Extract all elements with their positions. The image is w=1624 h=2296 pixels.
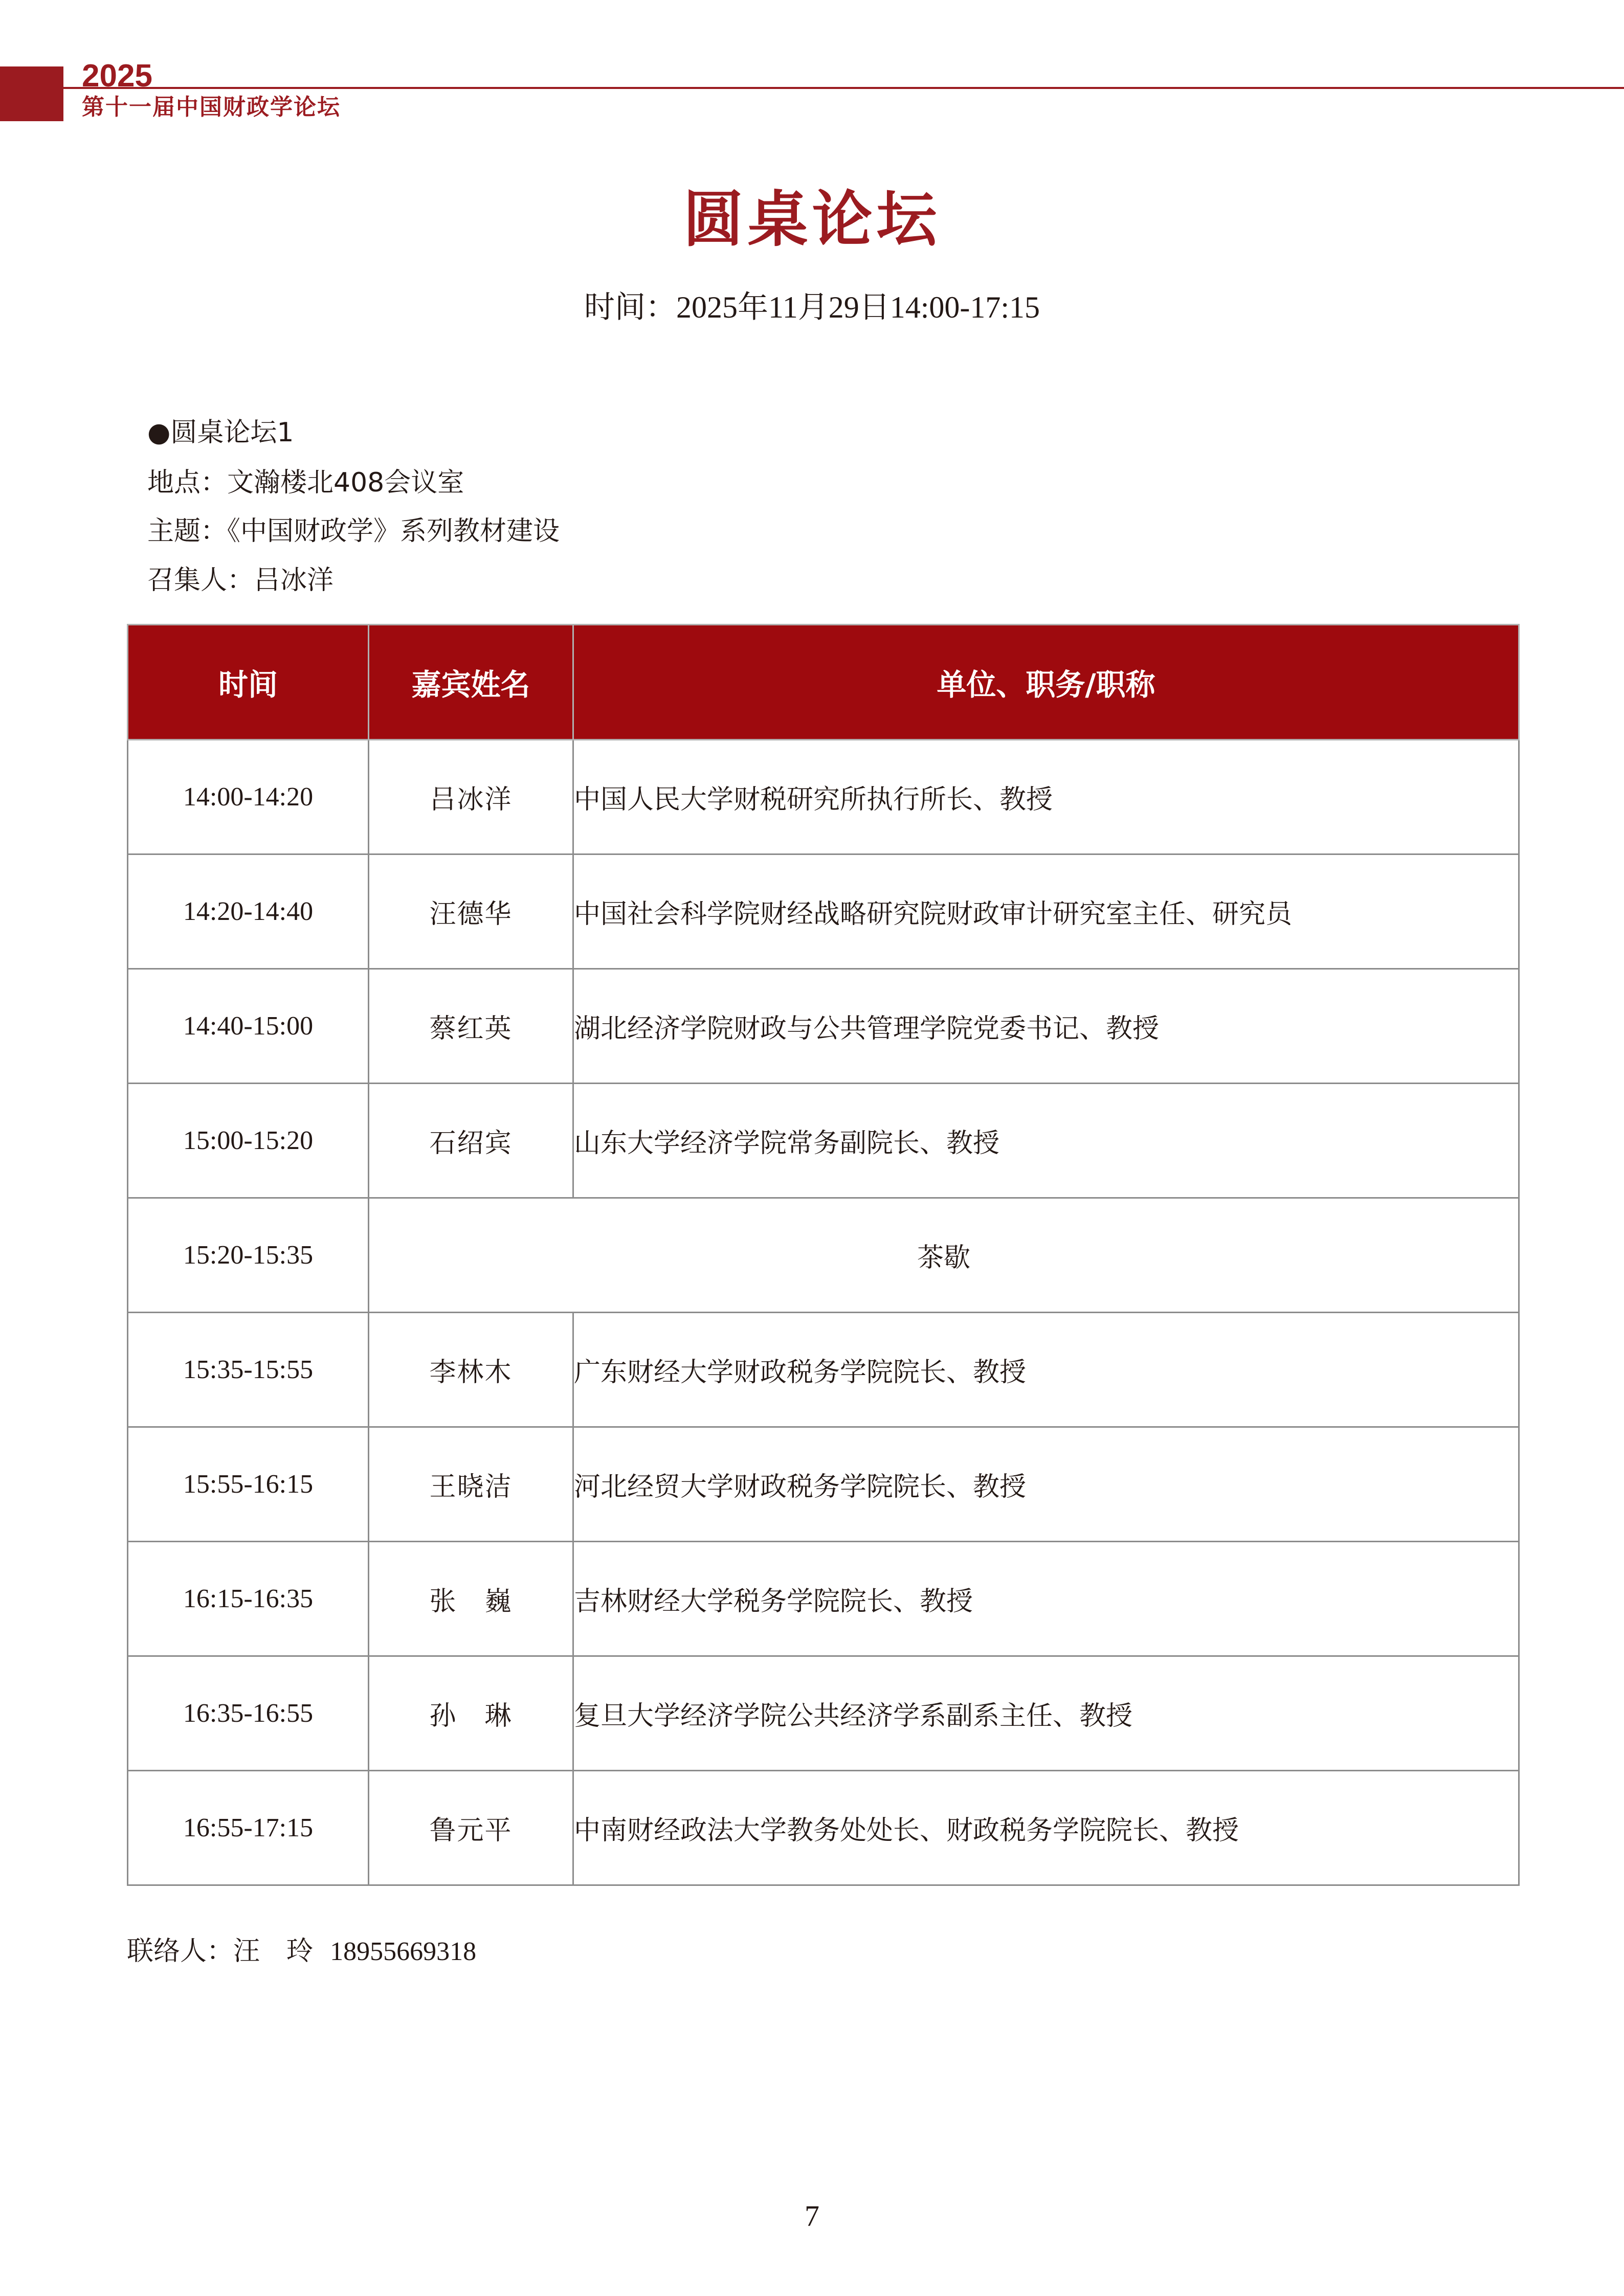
event-time-label: 时间：: [584, 289, 676, 325]
header-rule: [63, 87, 1624, 89]
table-row: [128, 1313, 1519, 1427]
table-row: [128, 969, 1519, 1084]
cell-time: 16:35-16:55: [128, 1656, 369, 1771]
cell-break: 茶歇: [369, 1198, 1519, 1313]
header-guest-name: 嘉宾姓名: [369, 625, 573, 740]
cell-time: 15:20-15:35: [128, 1198, 369, 1313]
table-row: [128, 1771, 1519, 1885]
table-row: [128, 1084, 1519, 1198]
page-title: 圆桌论坛: [683, 184, 941, 255]
cell-time: 16:15-16:35: [128, 1542, 369, 1656]
cell-unit-title: 广东财经大学财政税务学院院长、教授: [573, 1313, 1519, 1427]
cell-unit-title: 中国社会科学院财经战略研究院财政审计研究室主任、研究员: [573, 854, 1519, 969]
convener-value: 吕冰洋: [254, 565, 334, 596]
cell-unit-title: 山东大学经济学院常务副院长、教授: [573, 1084, 1519, 1198]
table-row: [128, 740, 1519, 854]
cell-time: 15:55-16:15: [128, 1427, 369, 1542]
location-label: 地点：: [147, 467, 228, 498]
page-number: 7: [805, 2199, 819, 2233]
session-name: ●圆桌论坛1: [147, 417, 294, 448]
cell-guest-name: 吕冰洋: [369, 740, 573, 854]
cell-guest-name: 蔡红英: [369, 969, 573, 1084]
table-row: [128, 1542, 1519, 1656]
cell-guest-name: 李林木: [369, 1313, 573, 1427]
cell-unit-title: 河北经贸大学财政税务学院院长、教授: [573, 1427, 1519, 1542]
contact-label: 联络人：: [127, 1936, 234, 1967]
session-convener: [147, 565, 333, 596]
cell-time: 14:20-14:40: [128, 854, 369, 969]
schedule-body: [128, 740, 1519, 1885]
cell-guest-name: 张 巍: [369, 1542, 573, 1656]
cell-time: 15:00-15:20: [128, 1084, 369, 1198]
cell-time: 14:00-14:20: [128, 740, 369, 854]
event-time-value: 2025年11月29日14:00-17:15: [676, 290, 1040, 324]
cell-guest-name: 石绍宾: [369, 1084, 573, 1198]
cell-unit-title: 湖北经济学院财政与公共管理学院党委书记、教授: [573, 969, 1519, 1084]
table-row: [128, 854, 1519, 969]
session-topic: [147, 515, 560, 547]
contact-name: 汪 玲: [233, 1936, 314, 1967]
cell-guest-name: 王晓洁: [369, 1427, 573, 1542]
header-accent-block: [0, 66, 63, 121]
table-row: [128, 1198, 1519, 1313]
cell-time: 15:35-15:55: [128, 1313, 369, 1427]
cell-unit-title: 中国人民大学财税研究所执行所长、教授: [573, 740, 1519, 854]
cell-unit-title: 中南财经政法大学教务处处长、财政税务学院院长、教授: [573, 1771, 1519, 1885]
cell-guest-name: 鲁元平: [369, 1771, 573, 1885]
cell-time: 16:55-17:15: [128, 1771, 369, 1885]
convener-label: 召集人：: [147, 565, 254, 596]
topic-value: 《中国财政学》系列教材建设: [227, 516, 560, 547]
topic-label: 主题：: [147, 516, 228, 547]
contact-phone: 18955669318: [330, 1937, 477, 1966]
cell-unit-title: 吉林财经大学税务学院院长、教授: [573, 1542, 1519, 1656]
location-value: 文瀚楼北408会议室: [227, 467, 464, 498]
cell-unit-title: 复旦大学经济学院公共经济学系副系主任、教授: [573, 1656, 1519, 1771]
table-header-row: [128, 625, 1519, 740]
table-row: [128, 1656, 1519, 1771]
header-unit-title: 单位、职务/职称: [573, 625, 1519, 740]
schedule-table: [127, 624, 1520, 1886]
header-time: 时间: [128, 625, 369, 740]
cell-guest-name: 孙 琳: [369, 1656, 573, 1771]
event-time: [0, 289, 1624, 326]
session-location: [147, 467, 464, 499]
contact-info: [127, 1935, 476, 1968]
table-row: [128, 1427, 1519, 1542]
cell-guest-name: 汪德华: [369, 854, 573, 969]
header-forum-name: 第十一届中国财政学论坛: [82, 94, 341, 120]
cell-time: 14:40-15:00: [128, 969, 369, 1084]
header-year: 2025: [82, 58, 152, 94]
